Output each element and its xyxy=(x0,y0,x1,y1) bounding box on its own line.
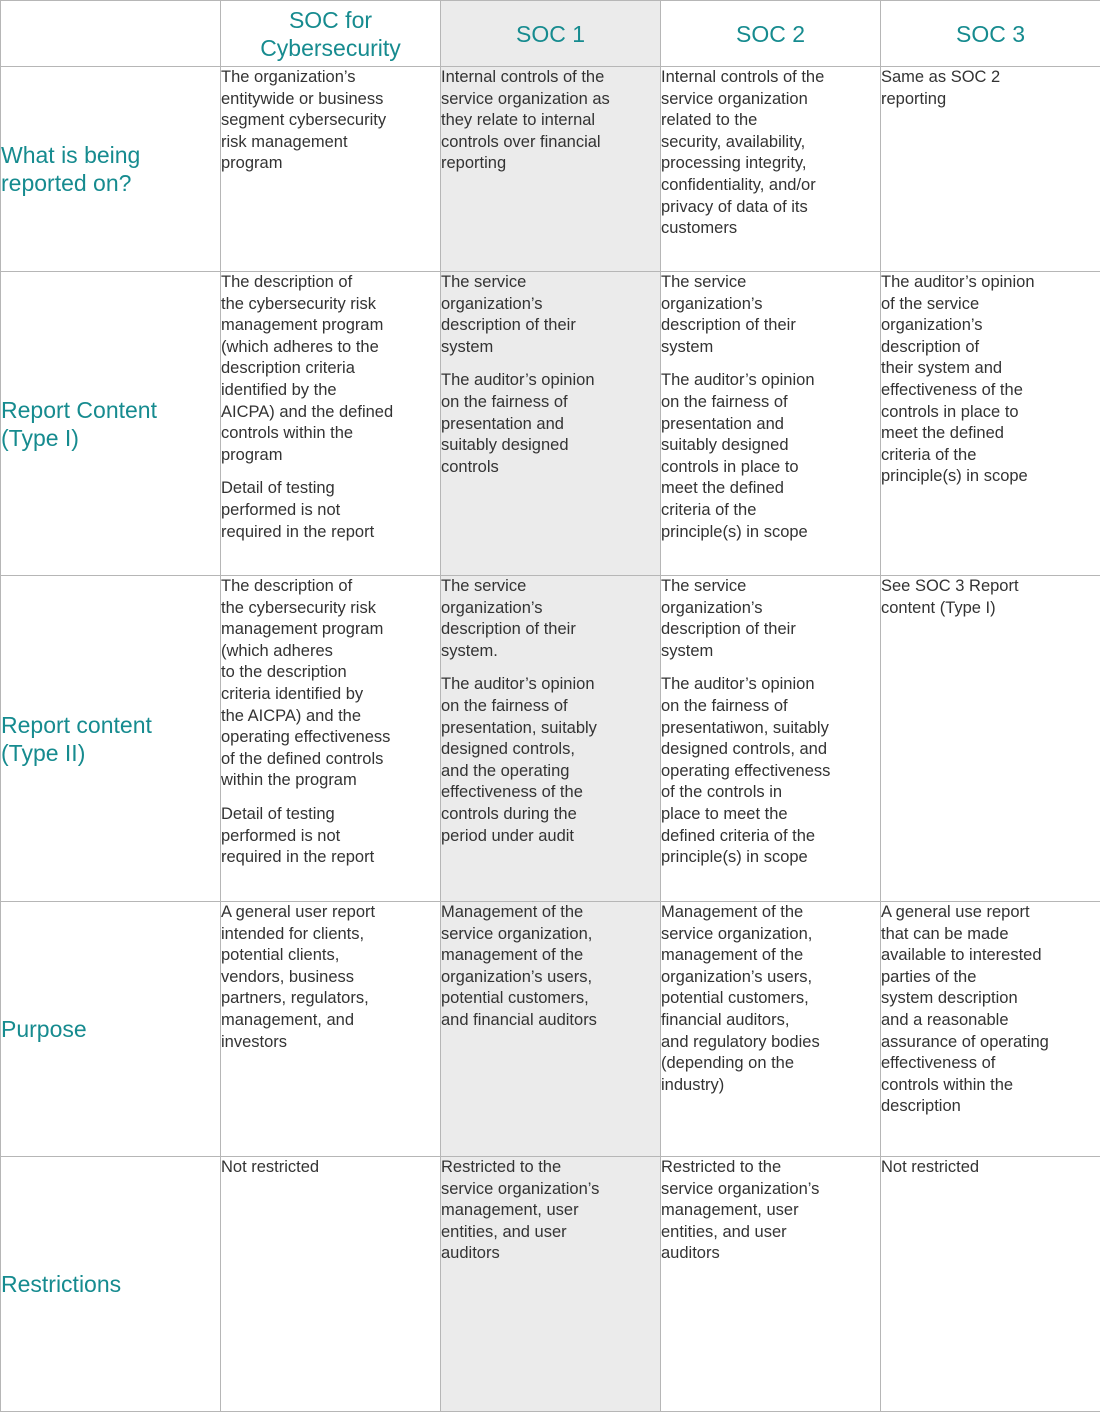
row-label xyxy=(1,1157,221,1412)
table-cell xyxy=(661,576,881,902)
table-cell xyxy=(661,1157,881,1412)
cell-paragraph: Internal controls of the service organization related to the security, availability, processing integrity, confidentiality, and/or privacy of data of its customers xyxy=(661,68,825,238)
row-label xyxy=(1,576,221,902)
cell-paragraph: The description of the cybersecurity risk management program (which adheres to the description criteria identified by the AICPA) and the operating effectiveness of the defined controls within the program xyxy=(221,577,391,790)
cell-paragraph: Restricted to the service organization’s management, user entities, and user auditors xyxy=(661,1158,820,1263)
table-cell xyxy=(441,67,661,272)
row-label-text: What is being reported on? xyxy=(1,142,141,196)
table-cell xyxy=(441,1157,661,1412)
row-label xyxy=(1,902,221,1157)
cell-paragraph: Not restricted xyxy=(221,1158,320,1176)
table-cell xyxy=(221,576,441,902)
cell-paragraph: Internal controls of the service organization as they relate to internal controls over financial reporting xyxy=(441,68,610,173)
table-cell xyxy=(221,67,441,272)
cell-paragraph: The organization’s entitywide or business segment cybersecurity risk management program xyxy=(221,68,387,173)
cell-paragraph: Detail of testing performed is not required in the report xyxy=(221,804,375,867)
cell-paragraph: The auditor’s opinion on the fairness of presentatiwon, suitably designed controls, and operating effectiveness of the controls in place to meet the defined criteria of the principle(s) in scope xyxy=(661,675,831,867)
row-label xyxy=(1,272,221,576)
table-cell xyxy=(881,272,1100,576)
corner-cell xyxy=(1,1,221,67)
cell-paragraph: The service organization’s description of their system. xyxy=(441,577,576,660)
table-cell xyxy=(661,67,881,272)
cell-paragraph: The service organization’s description of their system xyxy=(661,577,796,660)
cell-paragraph: A general use report that can be made available to interested parties of the system description and a reasonable assurance of operating effectiveness of controls within the description xyxy=(881,903,1049,1116)
cell-paragraph: The auditor’s opinion on the fairness of presentation and suitably designed controls xyxy=(441,371,595,476)
table-cell xyxy=(221,902,441,1157)
cell-paragraph: Same as SOC 2 reporting xyxy=(881,68,1001,108)
table-row-report-content-type-2 xyxy=(1,576,1100,902)
cell-paragraph: The service organization’s description of their system xyxy=(661,273,796,356)
cell-paragraph: Management of the service organization, management of the organization’s users, potential customers, financial auditors, and regulatory bodies (depending on the industry) xyxy=(661,903,820,1094)
column-header-soc2 xyxy=(661,1,881,67)
table-row-what-is-reported xyxy=(1,67,1100,272)
row-label-text: Report Content (Type I) xyxy=(1,396,157,451)
cell-paragraph: Management of the service organization, management of the organization’s users, potential customers, and financial auditors xyxy=(441,903,597,1029)
table-cell xyxy=(881,902,1100,1157)
row-label-text: Purpose xyxy=(1,1016,87,1042)
table-cell xyxy=(441,902,661,1157)
table-row-purpose xyxy=(1,902,1100,1157)
cell-paragraph: The description of the cybersecurity risk management program (which adheres to the description criteria identified by the AICPA) and the defined controls within the program xyxy=(221,273,394,464)
cell-paragraph: The auditor’s opinion on the fairness of presentation, suitably designed controls, and the operating effectiveness of the controls during the period under audit xyxy=(441,675,597,845)
cell-paragraph: The auditor’s opinion on the fairness of presentation and suitably designed controls in place to meet the defined criteria of the principle(s) in scope xyxy=(661,371,815,541)
table-cell xyxy=(881,576,1100,902)
cell-paragraph: Detail of testing performed is not required in the report xyxy=(221,479,375,541)
cell-paragraph: See SOC 3 Report content (Type I) xyxy=(881,577,1019,617)
table-cell xyxy=(441,576,661,902)
column-header-soc3 xyxy=(881,1,1100,67)
cell-paragraph: Not restricted xyxy=(881,1158,980,1176)
table-cell xyxy=(881,1157,1100,1412)
table-cell xyxy=(661,902,881,1157)
cell-paragraph: Restricted to the service organization’s management, user entities, and user auditors xyxy=(441,1158,600,1263)
column-header-label: SOC 3 xyxy=(955,20,1026,47)
table-row-restrictions xyxy=(1,1157,1100,1412)
column-header-label: SOC 1 xyxy=(515,20,586,47)
row-label-text: Report content (Type II) xyxy=(1,711,152,766)
column-header-label: SOC for Cybersecurity xyxy=(260,6,401,61)
table-cell xyxy=(221,1157,441,1412)
header-row xyxy=(1,1,1100,67)
cell-paragraph: The service organization’s description of their system xyxy=(441,273,576,356)
table-cell xyxy=(441,272,661,576)
column-header-label: SOC 2 xyxy=(735,20,806,47)
table-cell xyxy=(221,272,441,576)
table-cell xyxy=(661,272,881,576)
row-label xyxy=(1,67,221,272)
column-header-soc-cybersecurity xyxy=(221,1,441,67)
cell-paragraph: A general user report intended for clients, potential clients, vendors, business partners, regulators, management, and investors xyxy=(221,903,376,1051)
table-cell xyxy=(881,67,1100,272)
cell-paragraph: The auditor’s opinion of the service organization’s description of their system and effectiveness of the controls in place to meet the defined criteria of the principle(s) in scope xyxy=(881,273,1035,486)
row-label-text: Restrictions xyxy=(1,1271,122,1297)
column-header-soc1 xyxy=(441,1,661,67)
table-row-report-content-type-1 xyxy=(1,272,1100,576)
